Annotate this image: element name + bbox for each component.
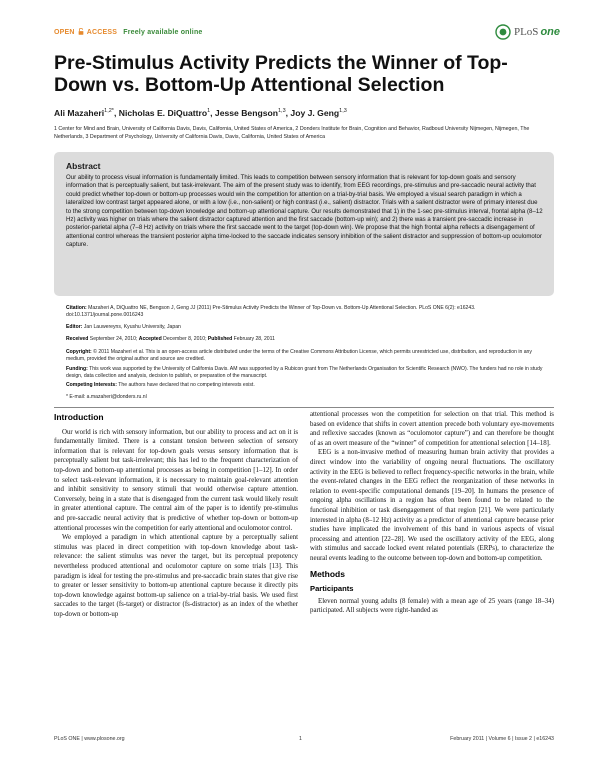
citation-block [66, 305, 551, 319]
competing-interests-text: The authors have declared that no competing interests exist. [118, 382, 255, 388]
copyright-block [66, 349, 551, 363]
abstract-box [54, 152, 554, 296]
abstract-text: Our ability to process visual information is fundamentally limited. This leads to competition between sensory information that is relevant for top-down goals and sensory information that is perceptually salient, but task-irrelevant. The aim of the present study was to identify, from EEG recordings, pre-stimulus and pre-saccadic neural activity that could predict whether top-down or bottom-up processes would win the competition for attention on a trial-by-trial basis. We employed a visual search paradigm in which a lateralized low contrast target appeared alone, or with a low (i.e., non-salient) or high contrast (i.e., salient) distractor. Trials with a salient distractor were of primary interest due to the strong competition between top-down knowledge and bottom-up attentional capture. Our results demonstrated that 1) in the 1-sec pre-stimulus interval, frontal alpha (8–12 Hz) activity was higher on trials where the salient distractor captured attention and the first saccade (bottom-up win); and 2) there was a transient pre-saccadic increase in posterior-parietal alpha (7–8 Hz) activity on trials where the first saccade went to the target (top-down win). We propose that the high frontal alpha reflects a disengagement of attentional control whereas the transient posterior alpha time-locked to the saccade indicates sensory inhibition of the salient distractor and suppression of bottom-up oculomotor capture. [66, 174, 543, 249]
author-affiliations: 1 Center for Mind and Brain, University of California Davis, Davis, California, United States of America, 2 Donders Institute for Brain, Cognition and Behavior, Radboud University Nijmegen, Nijmegen, The Netherlands, 3 Department of Psychology, University of California Davis, Davis, California, United States of America [54, 126, 530, 140]
citation-text[interactable]: Mazaheri A, DiQuattro NE, Bengson J, Geng JJ (2011) Pre-Stimulus Activity Predicts the Winner of Top-Down vs. Bottom-Up Attentional Selection. PLoS ONE 6(2): e16243. doi:10.1371/journal.pone.0016243 [66, 305, 476, 319]
received-label: Received [66, 336, 89, 342]
participants-heading: Participants [310, 584, 354, 594]
freely-available-label: Freely available online [123, 29, 203, 36]
funding-label: Funding: [66, 366, 88, 372]
accepted-label: Accepted [138, 336, 162, 342]
journal-header [54, 28, 560, 42]
plos-logo-mark-icon [495, 24, 511, 40]
methods-heading: Methods [310, 568, 345, 579]
footer-page-number: 1 [299, 736, 302, 742]
editor-label: Editor: [66, 324, 83, 330]
competing-interests-block [66, 382, 551, 389]
footer-url-link[interactable]: www.plosone.org [84, 736, 125, 742]
author-name[interactable]: Jesse Bengson [214, 108, 278, 118]
intro-paragraph-2: We employed a paradigm in which attentional capture by a perceptually salient stimulus was placed in direct competition with top-down knowledge about task-relevance: the salient stimulus was never the target, but its perceptual prepotency nevertheless produced attentional and oculomotor capture on some trials [13]. This paradigm is ideal for testing the pre-stimulus and pre-saccadic brain states that give rise to greater or lesser sensitivity to bottom-up attentional capture because it directly pits top-down knowledge against bottom-up salience on a trial-by-trial basis. We used first saccades to the target (fs-target) or distractor (fs-distractor) as an index of the whether top-down or bottom-up [54, 534, 298, 618]
author-affiliation-marker: 1,2* [104, 108, 114, 115]
participants-paragraph: Eleven normal young adults (8 female) with a mean age of 25 years (range 18–34) participated. All subjects were right-handed as [310, 597, 554, 615]
footer-journal-name: PLoS ONE [54, 736, 80, 742]
open-lock-icon [78, 28, 84, 35]
author-affiliation-marker: 1,3 [277, 108, 286, 115]
author-list: Ali Mazaheri$^{1,2*}$, Nicholas E. DiQuattro$^1$, Jesse Bengson$^{1,3}$, Joy J. Geng$^{1,3}$ [54, 108, 347, 118]
introduction-heading: Introduction [54, 412, 104, 422]
footer-issue-info: February 2011 | Volume 6 | Issue 2 | e16243 [450, 736, 554, 742]
open-access-banner [54, 28, 203, 36]
accepted-date: December 8, 2010; [163, 336, 207, 342]
plos-one-logo[interactable] [495, 24, 560, 40]
competing-interests-label: Competing Interests: [66, 382, 117, 388]
intro-paragraph-4: EEG is a non-invasive method of measuring human brain activity that provides a direct window into the variability of ongoing neural fluctuations. The oscillatory activity in the EEG is believed to reflect frequency-specific networks in the brain, while the event-related changes in the EEG reflect the reorganization of these networks in relation to event-specific computational demands [19–20]. In humans the presence of ongoing alpha oscillations in a region has often been found to be related to the functional inhibition or task disengagement of that region [21]. We were particularly interested in alpha (8–12 Hz) activity as a predictor of attentional capture because prior studies have implicated the involvement of this band in various aspects of visual processing and attention [22–28]. We used the oscillatory activity of the EEG, along with stimulus and saccade locked event related potentials (ERPs), to characterize the neural events leading to the outcome between top-down and bottom-up competition. [310, 449, 554, 562]
published-label: Published [207, 336, 233, 342]
editor-block [66, 324, 551, 331]
right-column [310, 410, 554, 616]
email-line[interactable]: * E-mail: a.mazaheri@donders.ru.nl [66, 394, 147, 400]
author-name[interactable]: Joy J. Geng [290, 108, 340, 118]
copyright-label: Copyright: [66, 349, 92, 355]
published-date: February 28, 2011 [233, 336, 275, 342]
footer-journal-info: PLoS ONE | www.plosone.org [54, 736, 125, 742]
author-name[interactable]: Nicholas E. DiQuattro [118, 108, 208, 118]
received-date: September 24, 2010; [89, 336, 138, 342]
page-footer [54, 736, 554, 746]
editor-text: Jan Lauwereyns, Kyushu University, Japan [83, 324, 181, 330]
funding-block [66, 366, 551, 380]
intro-paragraph-3: attentional processes won the competition for selection on that trial. This method is based on evidence that shifts in covert attention precede both voluntary eye-movements and reflexive saccades (known as “oculomotor capture”) and can therefore be thought of as an overt measure of the “winner” of competition for attentional selection [14–18]. [310, 411, 554, 447]
logo-text-one: one [540, 26, 560, 38]
author-affiliation-marker: 1,3 [339, 108, 347, 115]
abstract-heading: Abstract [66, 161, 101, 171]
open-access-prefix: OPEN [54, 29, 75, 36]
author-affiliation-marker: 1 [207, 108, 211, 115]
article-title: Pre-Stimulus Activity Predicts the Winner of Top-Down vs. Bottom-Up Attentional Selection [54, 52, 508, 96]
funding-text: This work was supported by the University of California Davis. AM was supported by a Rubicon grant from The Netherlands Organisation for Scientific Research (NWO). The funders had no role in study design, data collection and analysis, decision to publish, or preparation of the manuscript. [66, 366, 543, 380]
intro-paragraph-1: Our world is rich with sensory information, but our ability to process and act on it is fundamentally limited. There is a constant tension between selection of sensory information that is relevant for top-down goals versus sensory information that is perceptually salient but task-irrelevant; this has led to the frequent characterization of top-down and bottom-up attentional processes as being in competition [1–12]. In order to select task-relevant information, it is necessary to maintain goal-relevant attention and inhibit sensitivity to sensory stimuli that would otherwise capture attention. Conversely, being in a state that is disengaged from the current task would likely result in greater attentional capture. The central aim of the paper is to identify pre-stimulus and pre-saccadic neural activity that is predictive of whether top-down or bottom-up attentional processes win the competition for early attentional and oculomotor control. [54, 428, 298, 532]
author-name[interactable]: Ali Mazaheri [54, 108, 105, 118]
section-divider [54, 407, 554, 408]
logo-text-plos: PLoS [513, 26, 539, 38]
left-column [54, 413, 298, 619]
dates-block [66, 336, 551, 343]
open-access-suffix: ACCESS [86, 29, 118, 36]
citation-label: Citation: [66, 305, 87, 311]
copyright-text: © 2011 Mazaheri et al. This is an open-access article distributed under the terms of the Creative Commons Attribution License, which permits unrestricted use, distribution, and reproduction in any medium, provided the original author and source are credited. [66, 349, 532, 363]
